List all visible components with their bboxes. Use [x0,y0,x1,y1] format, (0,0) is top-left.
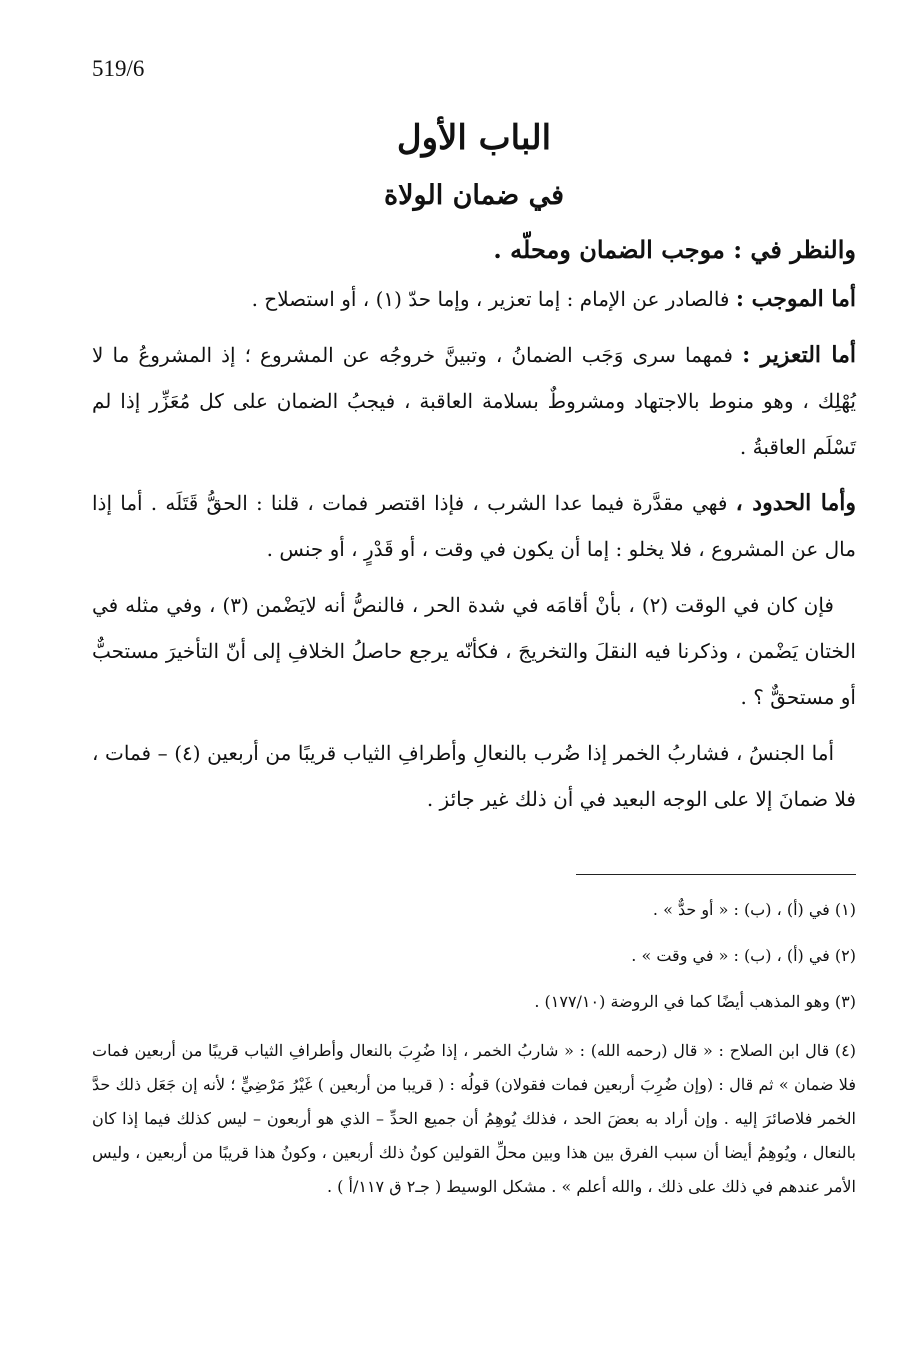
footnote-2: (٢) في (أ) ، (ب) : « في وقت » . [631,946,856,965]
footnote-separator [576,874,856,875]
paragraph-heading: أما الموجب : [735,286,856,312]
paragraph-text: فإن كان في الوقت (٢) ، بأنْ أقامَه في شدة الحر ، فالنصُّ أنه لايَضْمن (٣) ، وفي مثله في الختان يَضْمن ، وذكرنا فيه النقلَ والتخريجَ ، فكأنّه يرجع حاصلُ الخلافِ إلى أنّ التأخيرَ مستحبٌّ أو مستحقٌّ ؟ . [92,593,856,709]
chapter-subtitle: في ضمان الولاة [383,180,565,211]
paragraph-heading: أما التعزير : [742,342,856,368]
footnote-4: (٤) قال ابن الصلاح : « قال (رحمه الله) : « شاربُ الخمر ، إذا ضُرِبَ بالنعال وأطرافِ الثياب قريبًا من أربعين فمات فلا ضمان » ثم قال : (وإن ضُرِبَ أربعين فمات فقولان) قولُه : ( قريبا من أربعين ) غَيْرُ مَرْضِيٍّ ؛ لأنه إن جَعَل ذلك حدَّ الخمر فلاصائرَ إليه . وإن أراد به بعضَ الحد ، فذلك يُوهِمُ أن جميع الحدِّ – الذي هو أربعون – ليس كذلك فيما إذا كان بالنعال ، ويُوهِمُ أيضا أن سبب الفرق بين هذا وبين محلِّ القولين كونُ ذلك أربعين ، وكونُ هذا قريبًا من أربعين ، وليس الأمر عندهم في ذلك على ذلك ، والله أعلم » . مشكل الوسيط ( جـ٢ ق ١١٧/أ ) . [92,1041,856,1196]
paragraph-mujib [92,276,856,322]
chapter-title: الباب الأول [396,118,552,158]
paragraph-hudud [92,480,856,572]
paragraph-text: فهي مقدَّرة فيما عدا الشرب ، فإذا اقتصر فمات ، قلنا : الحقُّ قَتَلَه . أما إذا مال عن المشروع ، فلا يخلو : إما أن يكون في وقت ، أو قَدْرٍ ، أو جنس . [92,491,856,561]
paragraph-waqt [92,582,856,720]
paragraph-text: فالصادر عن الإمام : إما تعزير ، وإما حدّ (١) ، أو استصلاح . [251,287,736,311]
footnote-1: (١) في (أ) ، (ب) : « أو حدٌّ » . [652,900,856,919]
paragraph-text: أما الجنسُ ، فشاربُ الخمر إذا ضُرب بالنعالِ وأطرافِ الثياب قريبًا من أربعين (٤) – فمات ، فلا ضمانَ إلا على الوجه البعيد في أن ذلك غير جائز . [92,741,856,811]
page-number: 519/6 [92,56,145,81]
footnote-3: (٣) وهو المذهب أيضًا كما في الروضة (١٧٧/١٠) . [534,992,856,1011]
paragraph-heading: وأما الحدود ، [735,490,856,516]
paragraph-text: فمهما سرى وَجَب الضمانُ ، وتبينَّ خروجُه عن المشروع ؛ إذ المشروعُ ما لا يُهْلِك ، وهو منوط بالاجتهاد ومشروطٌ بسلامة العاقبة ، فيجبُ الضمان على كل مُعَزِّر إذا لم تَسْلَم العاقبةُ . [92,343,856,459]
lead-line: والنظر في : موجب الضمان ومحلّه . [493,235,856,264]
main-content [92,112,856,832]
paragraph-jins [92,730,856,822]
paragraph-tazir [92,332,856,470]
footnotes [92,890,856,1210]
